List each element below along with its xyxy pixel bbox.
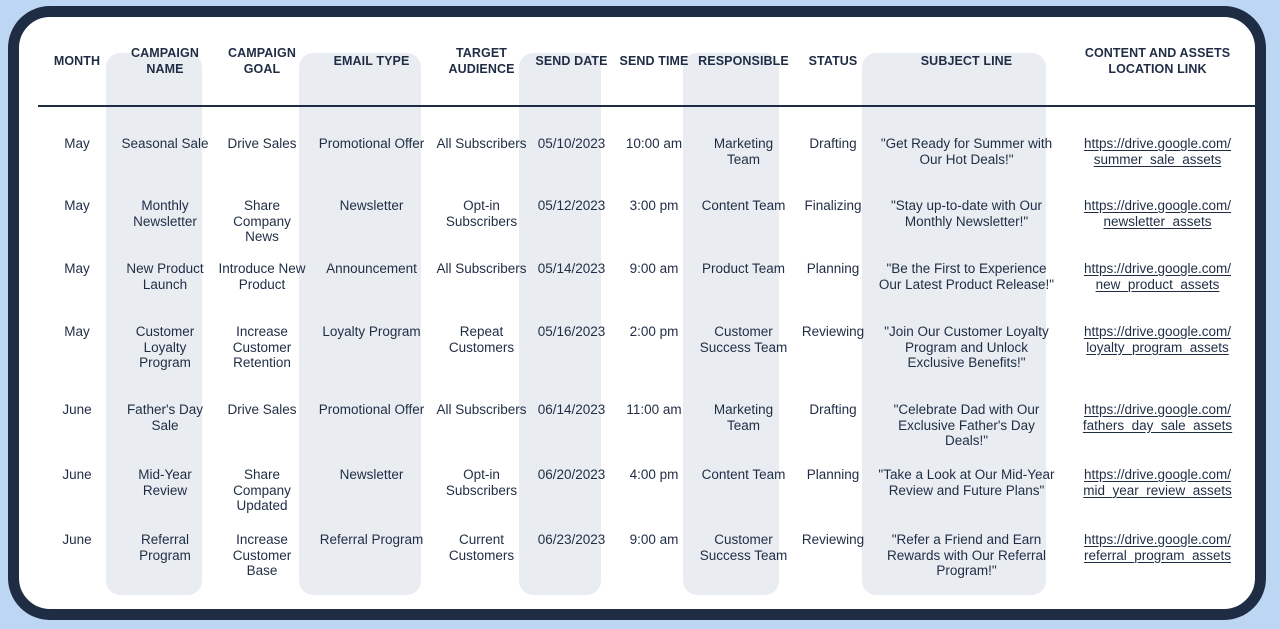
cell-month: May bbox=[64, 324, 90, 339]
table-row bbox=[38, 106, 1256, 198]
cell-send-time: 9:00 am bbox=[629, 261, 679, 276]
cell-campaign-goal: Increase Customer Retention bbox=[232, 324, 292, 371]
cell-campaign-goal: Introduce New Product bbox=[218, 261, 306, 292]
cell-send-date: 05/16/2023 bbox=[537, 324, 606, 339]
col-header-send-time: SEND TIME bbox=[613, 17, 695, 106]
cell-content-link[interactable]: https://drive.google.com/ new_product_assets bbox=[1083, 261, 1232, 292]
cell-content-link[interactable]: https://drive.google.com/ loyalty_program_assets bbox=[1083, 324, 1232, 355]
cell-email-type: Newsletter bbox=[339, 467, 404, 482]
cell-month: June bbox=[62, 467, 92, 482]
cell-status: Drafting bbox=[809, 402, 857, 417]
col-header-month: MONTH bbox=[38, 17, 116, 106]
col-header-target-audience: TARGET AUDIENCE bbox=[433, 17, 530, 106]
cell-subject-line: "Join Our Customer Loyalty Program and Unlock Exclusive Benefits!" bbox=[884, 324, 1049, 371]
cell-email-type: Promotional Offer bbox=[318, 136, 425, 151]
cell-send-date: 05/14/2023 bbox=[537, 261, 606, 276]
cell-target-audience: Opt-in Subscribers bbox=[445, 198, 518, 229]
cell-content-link[interactable]: https://drive.google.com/ fathers_day_sale_assets bbox=[1082, 402, 1233, 433]
cell-send-time: 10:00 am bbox=[625, 136, 683, 151]
cell-campaign-goal: Drive Sales bbox=[227, 402, 297, 417]
cell-target-audience: All Subscribers bbox=[436, 402, 527, 417]
col-header-subject-line: SUBJECT LINE bbox=[874, 17, 1059, 106]
table-row bbox=[38, 198, 1256, 261]
header-row bbox=[38, 17, 1256, 106]
col-header-email-type: EMAIL TYPE bbox=[310, 17, 433, 106]
cell-subject-line: "Be the First to Experience Our Latest Product Release!" bbox=[878, 261, 1055, 292]
cell-email-type: Promotional Offer bbox=[318, 402, 425, 417]
cell-responsible: Customer Success Team bbox=[699, 324, 788, 355]
cell-status: Planning bbox=[806, 261, 860, 276]
cell-target-audience: All Subscribers bbox=[436, 261, 527, 276]
cell-target-audience: All Subscribers bbox=[436, 136, 527, 151]
cell-email-type: Referral Program bbox=[319, 532, 424, 547]
cell-campaign-name: Monthly Newsletter bbox=[133, 198, 197, 229]
cell-month: May bbox=[64, 136, 90, 151]
col-header-campaign-name: CAMPAIGN NAME bbox=[116, 17, 214, 106]
cell-send-time: 9:00 am bbox=[629, 532, 679, 547]
cell-target-audience: Repeat Customers bbox=[448, 324, 515, 355]
cell-campaign-goal: Share Company Updated bbox=[233, 467, 291, 514]
cell-campaign-name: Mid-Year Review bbox=[138, 467, 192, 498]
cell-campaign-name: Father's Day Sale bbox=[126, 402, 204, 433]
email-campaign-table bbox=[38, 17, 1256, 597]
col-header-campaign-goal: CAMPAIGN GOAL bbox=[214, 17, 310, 106]
cell-status: Drafting bbox=[809, 136, 857, 151]
cell-campaign-goal: Drive Sales bbox=[227, 136, 297, 151]
cell-subject-line: "Stay up-to-date with Our Monthly Newsletter!" bbox=[890, 198, 1043, 229]
table-card bbox=[8, 6, 1266, 620]
cell-send-date: 06/14/2023 bbox=[537, 402, 606, 417]
cell-target-audience: Opt-in Subscribers bbox=[445, 467, 518, 498]
cell-responsible: Product Team bbox=[701, 261, 786, 276]
col-header-responsible: RESPONSIBLE bbox=[695, 17, 792, 106]
table-row bbox=[38, 532, 1256, 597]
table-wrapper bbox=[38, 17, 1256, 597]
cell-subject-line: "Get Ready for Summer with Our Hot Deals!" bbox=[880, 136, 1053, 167]
cell-status: Reviewing bbox=[801, 324, 865, 339]
cell-email-type: Announcement bbox=[326, 261, 417, 276]
cell-campaign-name: Customer Loyalty Program bbox=[135, 324, 195, 371]
cell-send-time: 3:00 pm bbox=[629, 198, 679, 213]
table-row bbox=[38, 467, 1256, 532]
cell-send-date: 06/20/2023 bbox=[537, 467, 606, 482]
cell-status: Planning bbox=[806, 467, 860, 482]
cell-responsible: Content Team bbox=[701, 198, 786, 213]
cell-send-time: 2:00 pm bbox=[629, 324, 679, 339]
cell-send-time: 4:00 pm bbox=[629, 467, 679, 482]
col-header-send-date: SEND DATE bbox=[530, 17, 613, 106]
cell-responsible: Marketing Team bbox=[713, 402, 774, 433]
cell-status: Finalizing bbox=[804, 198, 862, 213]
cell-responsible: Customer Success Team bbox=[699, 532, 788, 563]
col-header-content-link: CONTENT AND ASSETS LOCATION LINK bbox=[1059, 17, 1256, 106]
cell-month: May bbox=[64, 261, 90, 276]
cell-month: June bbox=[62, 532, 92, 547]
cell-email-type: Newsletter bbox=[339, 198, 404, 213]
table-row bbox=[38, 324, 1256, 402]
cell-responsible: Content Team bbox=[701, 467, 786, 482]
cell-status: Reviewing bbox=[801, 532, 865, 547]
cell-month: June bbox=[62, 402, 92, 417]
cell-send-date: 05/10/2023 bbox=[537, 136, 606, 151]
cell-subject-line: "Take a Look at Our Mid-Year Review and Future Plans" bbox=[878, 467, 1055, 498]
cell-subject-line: "Celebrate Dad with Our Exclusive Father's Day Deals!" bbox=[893, 402, 1040, 449]
cell-send-time: 11:00 am bbox=[626, 402, 682, 417]
cell-campaign-name: Referral Program bbox=[139, 532, 191, 563]
cell-content-link[interactable]: https://drive.google.com/ mid_year_review_assets bbox=[1083, 467, 1232, 498]
cell-target-audience: Current Customers bbox=[448, 532, 515, 563]
table-row bbox=[38, 261, 1256, 324]
cell-send-date: 06/23/2023 bbox=[537, 532, 606, 547]
cell-subject-line: "Refer a Friend and Earn Rewards with Our Referral Program!" bbox=[886, 532, 1047, 579]
table-row bbox=[38, 402, 1256, 467]
cell-campaign-goal: Share Company News bbox=[233, 198, 291, 245]
col-header-status: STATUS bbox=[792, 17, 874, 106]
cell-content-link[interactable]: https://drive.google.com/ newsletter_assets bbox=[1083, 198, 1232, 229]
cell-send-date: 05/12/2023 bbox=[537, 198, 606, 213]
cell-content-link[interactable]: https://drive.google.com/ summer_sale_assets bbox=[1083, 136, 1232, 167]
cell-campaign-name: New Product Launch bbox=[126, 261, 204, 292]
cell-content-link[interactable]: https://drive.google.com/ referral_program_assets bbox=[1083, 532, 1232, 563]
cell-month: May bbox=[64, 198, 90, 213]
cell-responsible: Marketing Team bbox=[713, 136, 774, 167]
cell-campaign-goal: Increase Customer Base bbox=[232, 532, 292, 579]
cell-campaign-name: Seasonal Sale bbox=[121, 136, 209, 151]
cell-email-type: Loyalty Program bbox=[322, 324, 421, 339]
